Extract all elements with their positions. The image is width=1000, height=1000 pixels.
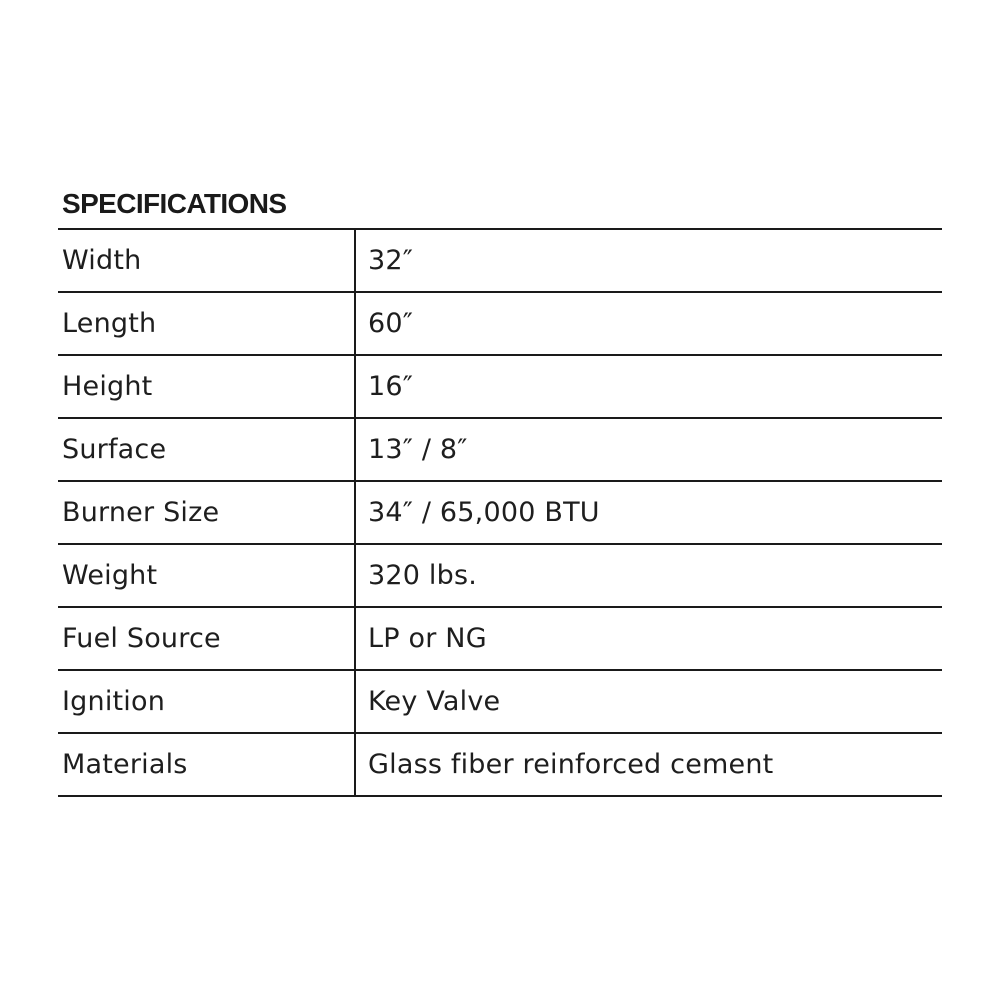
spec-value-burner-size: 34″ / 65,000 BTU: [355, 481, 942, 544]
spec-value-materials: Glass fiber reinforced cement: [355, 733, 942, 796]
spec-label-materials: Materials: [58, 733, 355, 796]
table-row: [58, 292, 942, 355]
spec-label-width: Width: [58, 229, 355, 292]
page-title: SPECIFICATIONS: [62, 188, 287, 219]
table-row: [58, 418, 942, 481]
spec-value-height: 16″: [355, 355, 942, 418]
spec-label-length: Length: [58, 292, 355, 355]
spec-label-fuel-source: Fuel Source: [58, 607, 355, 670]
table-row: [58, 355, 942, 418]
spec-value-ignition: Key Valve: [355, 670, 942, 733]
table-row: [58, 229, 942, 292]
spec-label-burner-size: Burner Size: [58, 481, 355, 544]
table-row: [58, 481, 942, 544]
spec-label-height: Height: [58, 355, 355, 418]
spec-label-weight: Weight: [58, 544, 355, 607]
table-row: [58, 544, 942, 607]
spec-value-width: 32″: [355, 229, 942, 292]
spec-value-surface: 13″ / 8″: [355, 418, 942, 481]
spec-label-ignition: Ignition: [58, 670, 355, 733]
spec-value-weight: 320 lbs.: [355, 544, 942, 607]
spec-label-surface: Surface: [58, 418, 355, 481]
spec-value-length: 60″: [355, 292, 942, 355]
table-row: [58, 607, 942, 670]
table-row: [58, 733, 942, 796]
spec-value-fuel-source: LP or NG: [355, 607, 942, 670]
specifications-table: [58, 228, 942, 797]
table-row: [58, 670, 942, 733]
